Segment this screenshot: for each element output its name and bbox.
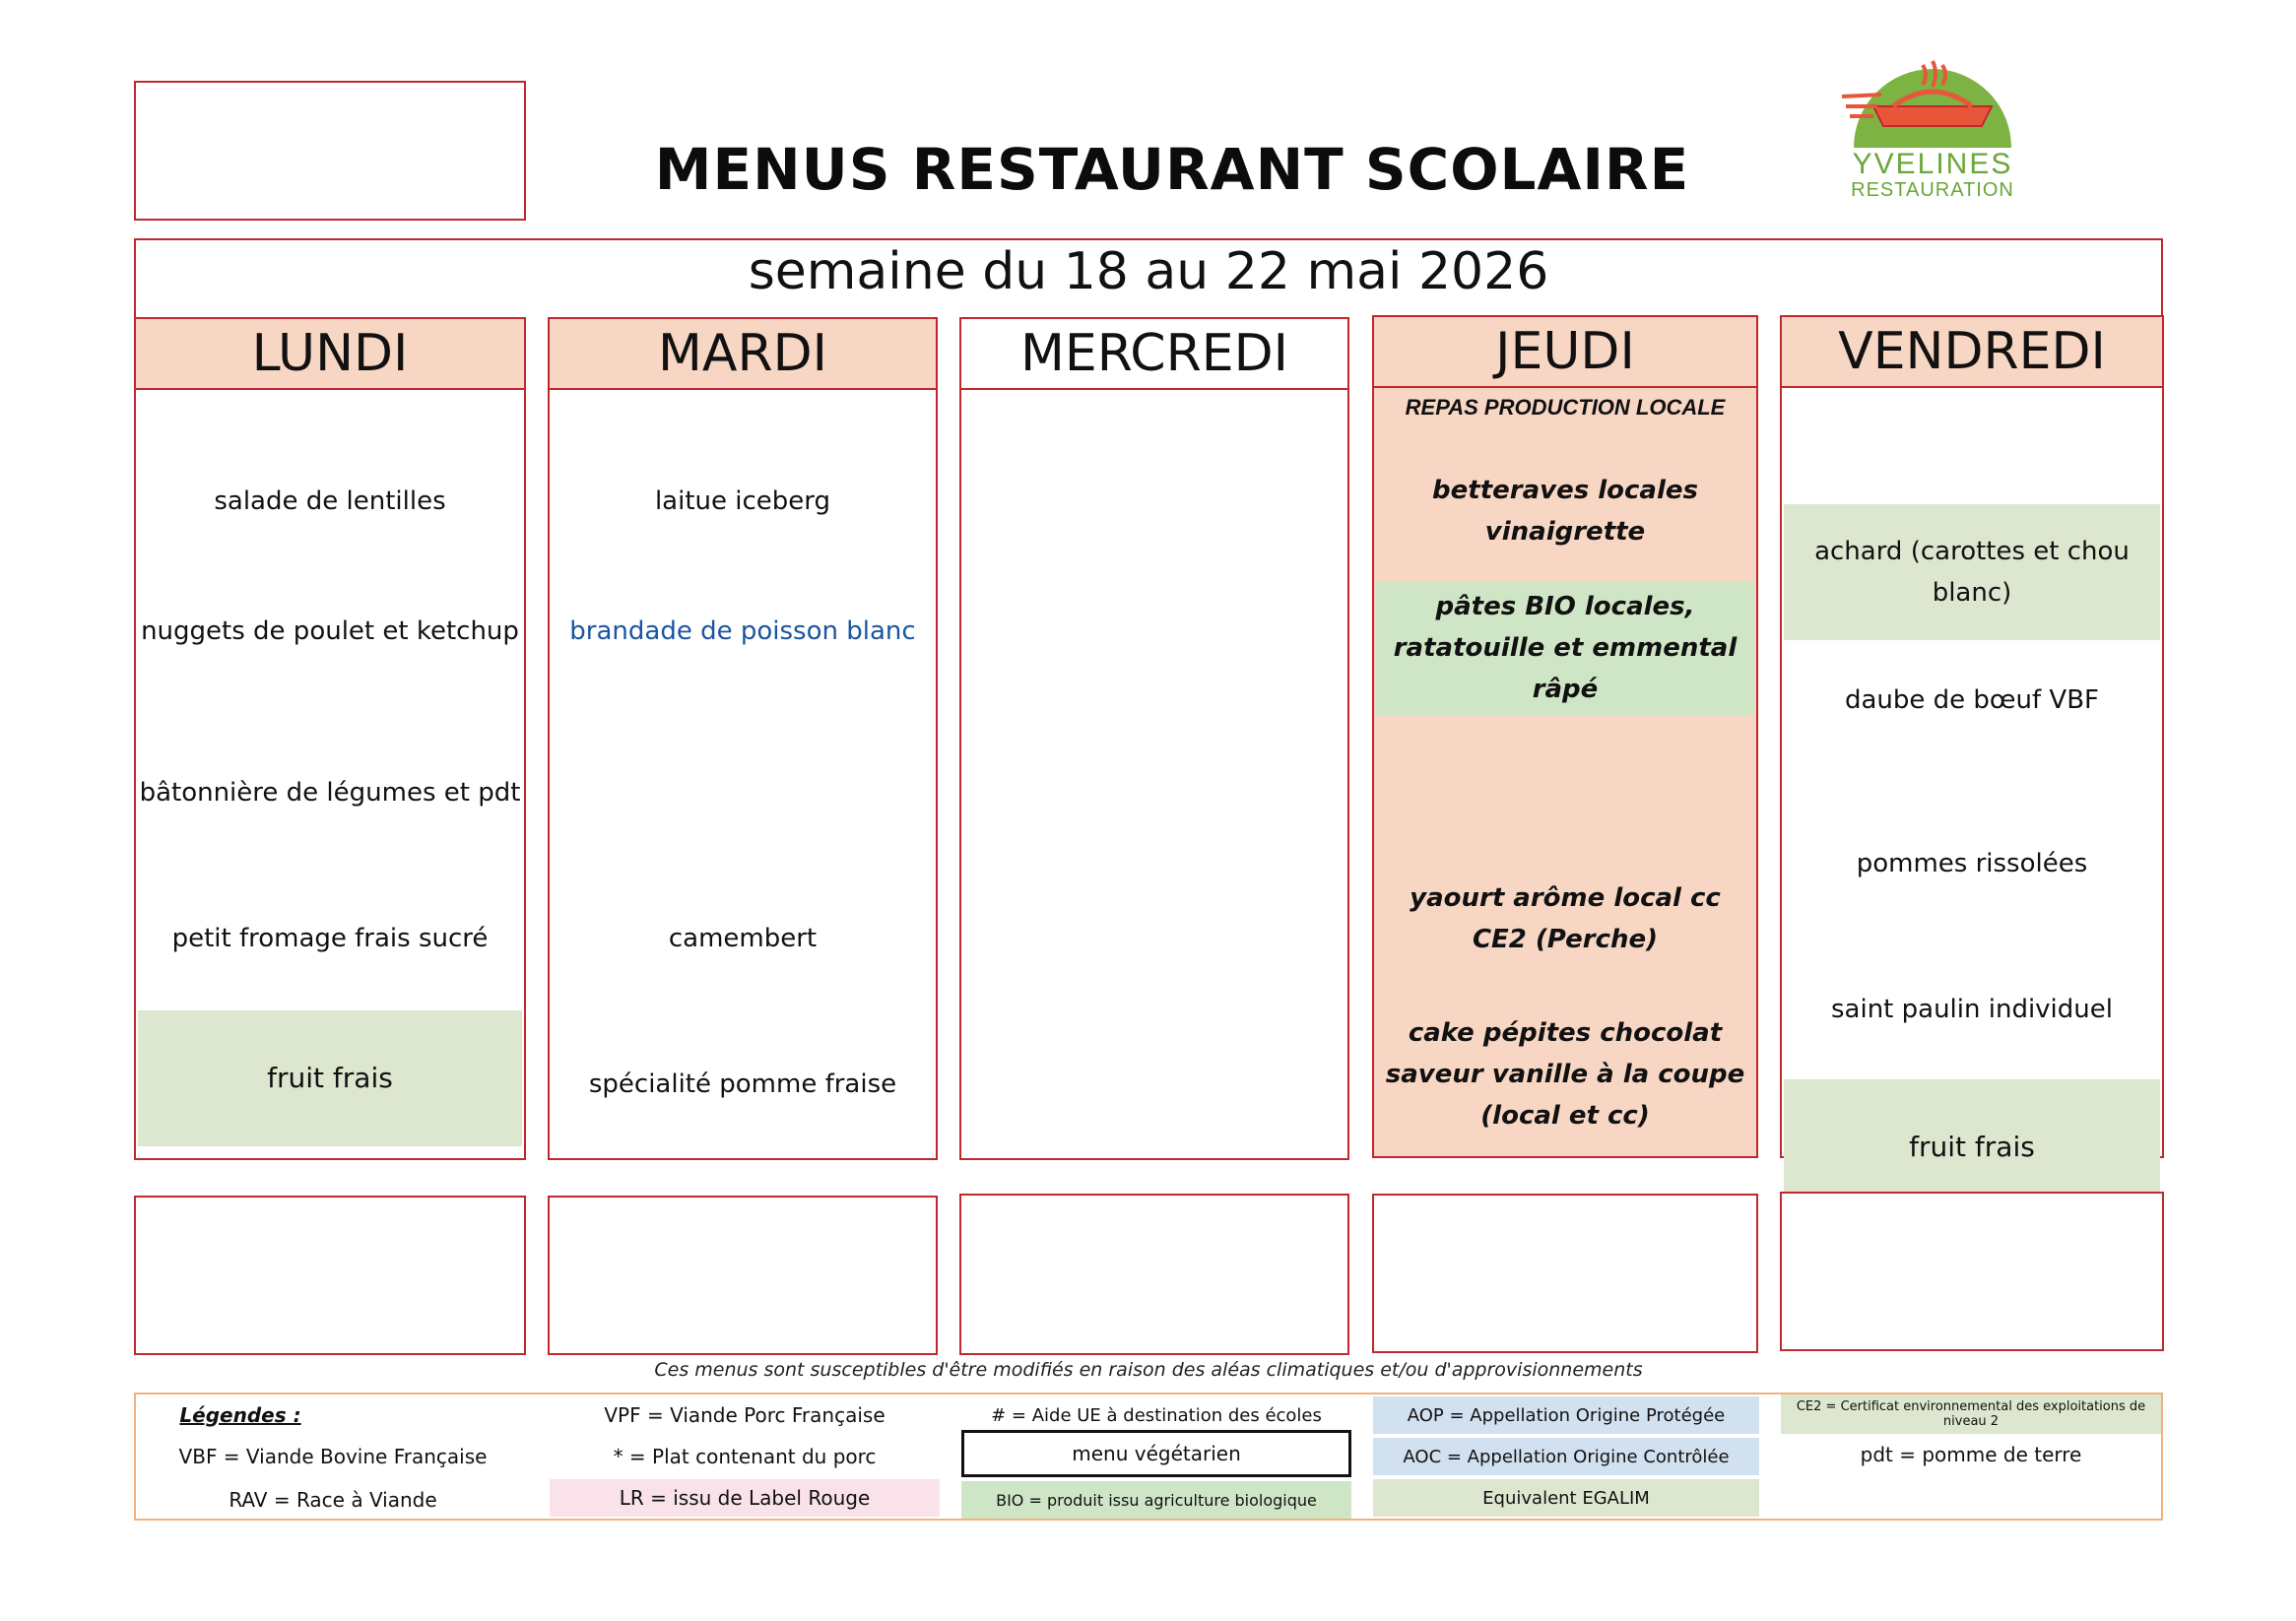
blank-header-box: [134, 81, 526, 221]
day-header-mardi: MARDI: [548, 317, 938, 390]
logo-dish-icon: [1834, 57, 2031, 156]
logo-subtext: RESTAURATION: [1851, 179, 2014, 201]
legend-porc: * = Plat contenant du porc: [613, 1445, 877, 1468]
day-menu-vendredi: [1780, 386, 2164, 1163]
note-box-mercredi: [959, 1194, 1349, 1355]
logo-text: YVELINES: [1852, 148, 2013, 180]
note-box-lundi: [134, 1196, 526, 1355]
menu-item-dairy: yaourt arôme local cc CE2 (Perche): [1410, 883, 1721, 954]
menu-item-main: brandade de poisson blanc: [569, 616, 916, 646]
menu-item-main: nuggets de poulet et ketchup: [141, 616, 519, 646]
day-column-jeudi: [1372, 315, 1758, 1158]
note-box-jeudi: [1372, 1194, 1758, 1353]
menu-item-dessert: cake pépites chocolat saveur vanille à la coupe (local et cc): [1385, 1018, 1745, 1131]
day-column-mercredi: [959, 317, 1349, 1160]
legend-rav: RAV = Race à Viande: [229, 1488, 437, 1512]
menu-item-cheese: saint paulin individuel: [1831, 995, 2113, 1024]
day-menu-jeudi: [1372, 386, 1758, 1158]
menu-item-dessert: fruit frais: [138, 1010, 522, 1146]
legend-vbf: VBF = Viande Bovine Française: [178, 1445, 488, 1468]
legend-box: [134, 1393, 2163, 1521]
legend-title: Légendes :: [179, 1403, 301, 1427]
legend-aop: AOP = Appellation Origine Protégée: [1373, 1396, 1759, 1434]
day-header-jeudi: JEUDI: [1372, 315, 1758, 388]
day-column-vendredi: [1780, 315, 2164, 1163]
day-menu-mardi: [548, 388, 938, 1160]
menu-item-starter: laitue iceberg: [654, 486, 831, 516]
note-box-mardi: [548, 1196, 938, 1355]
menu-item-dessert: spécialité pomme fraise: [588, 1070, 897, 1099]
legend-vegetarian: menu végétarien: [961, 1430, 1351, 1477]
page-title: MENUS RESTAURANT SCOLAIRE: [654, 136, 1690, 203]
menu-item-main: pâtes BIO locales, ratatouille et emmental râpé: [1376, 581, 1754, 715]
disclaimer-text: Ces menus sont susceptibles d'être modifiés en raison des aléas climatiques et/ou d'approvisionnements: [654, 1359, 1643, 1381]
note-box-vendredi: [1780, 1192, 2164, 1351]
legend-pdt: pdt = pomme de terre: [1860, 1443, 2082, 1466]
menu-item-side: pommes rissolées: [1856, 849, 2088, 878]
local-production-banner: REPAS PRODUCTION LOCALE: [1405, 395, 1726, 420]
menu-item-cheese: camembert: [668, 924, 818, 953]
menu-item-cheese: petit fromage frais sucré: [171, 924, 489, 953]
legend-vpf: VPF = Viande Porc Française: [604, 1403, 886, 1427]
legend-egalim: Equivalent EGALIM: [1373, 1479, 1759, 1517]
menu-item-side: bâtonnière de légumes et pdt: [139, 778, 521, 808]
legend-bio: BIO = produit issu agriculture biologique: [961, 1481, 1351, 1519]
day-column-mardi: [548, 317, 938, 1160]
day-header-lundi: LUNDI: [134, 317, 526, 390]
week-title: semaine du 18 au 22 mai 2026: [748, 242, 1549, 301]
day-menu-lundi: [134, 388, 526, 1160]
menu-item-dessert: fruit frais: [1784, 1079, 2160, 1215]
menu-item-starter: betteraves locales vinaigrette: [1432, 476, 1698, 547]
menu-item-starter: achard (carottes et chou blanc): [1784, 504, 2160, 640]
day-header-mercredi: MERCREDI: [959, 317, 1349, 390]
legend-aoc: AOC = Appellation Origine Contrôlée: [1373, 1438, 1759, 1475]
day-column-lundi: [134, 317, 526, 1160]
legend-lr: LR = issu de Label Rouge: [550, 1479, 940, 1517]
legend-aide: # = Aide UE à destination des écoles: [991, 1404, 1322, 1426]
menu-item-main: daube de bœuf VBF: [1844, 685, 2100, 715]
menu-item-starter: salade de lentilles: [214, 486, 446, 516]
day-header-vendredi: VENDREDI: [1780, 315, 2164, 388]
legend-ce2: CE2 = Certificat environnemental des exploitations de niveau 2: [1781, 1394, 2161, 1434]
yvelines-restauration-logo: [1834, 57, 2031, 205]
day-menu-mercredi: [959, 388, 1349, 1160]
